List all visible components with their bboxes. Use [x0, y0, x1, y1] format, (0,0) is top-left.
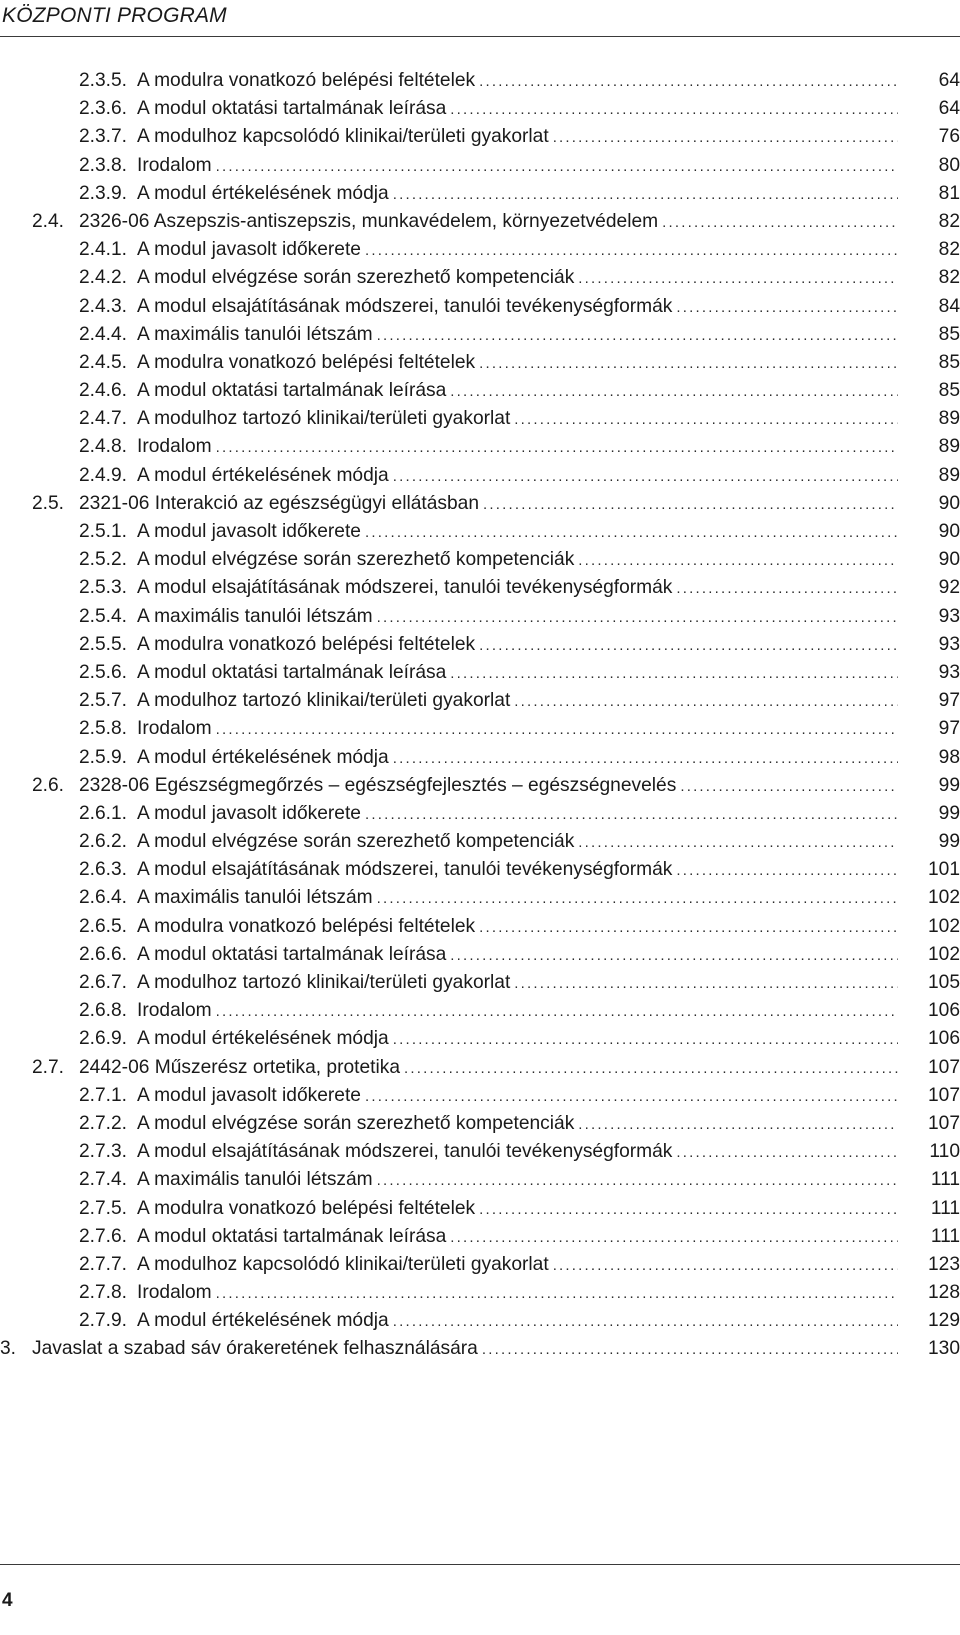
dot-leader — [676, 1139, 898, 1167]
dot-leader — [578, 547, 898, 575]
toc-entry-page: 64 — [938, 98, 960, 120]
toc-entry-line — [79, 1166, 912, 1195]
dot-leader — [662, 209, 898, 237]
dot-leader — [377, 1167, 898, 1195]
toc-entry-title: A modul elvégzése során szerezhető kompetenciák — [137, 267, 575, 289]
toc-entry[interactable] — [0, 941, 960, 969]
dot-leader — [216, 998, 898, 1026]
toc-entry-number: 2.4.4. — [79, 323, 128, 345]
toc-entry-number: 2.4.7. — [79, 408, 128, 430]
toc-entry-line — [79, 1110, 912, 1139]
toc-entry-title: 2328-06 Egészségmegőrzés – egészségfejlesztés – egészségnevelés — [79, 774, 677, 796]
toc-entry-number: 2.6. — [32, 774, 65, 796]
toc-entry-number: 2.6.3. — [79, 859, 128, 881]
toc-entry-title: A modulra vonatkozó belépési feltételek — [137, 1197, 476, 1219]
toc-entry-title: A modul elsajátításának módszerei, tanulói tevékenységformák — [137, 577, 673, 599]
dot-leader — [479, 350, 898, 378]
toc-entry-page: 93 — [938, 605, 960, 627]
toc-entry[interactable] — [0, 1166, 960, 1194]
dot-leader — [393, 463, 898, 491]
toc-entry-number: 2.5.7. — [79, 690, 128, 712]
toc-entry-number: 2.7.1. — [79, 1084, 128, 1106]
toc-entry-title: A modulra vonatkozó belépési feltételek — [137, 351, 476, 373]
toc-entry-line — [79, 518, 912, 547]
toc-entry-page: 84 — [938, 295, 960, 317]
toc-entry-number: 2.6.4. — [79, 887, 128, 909]
toc-entry-line — [79, 321, 912, 350]
toc-entry-line — [79, 1251, 912, 1280]
toc-entry-number: 2.7.6. — [79, 1225, 128, 1247]
toc-entry-line — [79, 969, 912, 998]
toc-entry-number: 3. — [0, 1338, 17, 1360]
toc-entry-line — [79, 123, 912, 152]
toc-entry-title: A modulra vonatkozó belépési feltételek — [137, 915, 476, 937]
toc-entry-title: A modulra vonatkozó belépési feltételek — [137, 70, 476, 91]
toc-entry-page: 98 — [938, 746, 960, 768]
toc-entry-line — [79, 236, 912, 265]
toc-entry[interactable] — [0, 1138, 960, 1166]
toc-entry-title: A maximális tanulói létszám — [137, 1169, 373, 1191]
toc-entry-number: 2.3.6. — [79, 98, 128, 120]
dot-leader — [393, 1026, 898, 1054]
toc-entry[interactable] — [0, 349, 960, 377]
dot-leader — [479, 1196, 898, 1224]
toc-entry-title: A modul elvégzése során szerezhető kompetenciák — [137, 549, 575, 571]
toc-entry-line — [79, 1138, 912, 1167]
toc-entry-title: A modul értékelésének módja — [137, 464, 389, 486]
toc-entry-title: 2326-06 Aszepszis-antiszepszis, munkavédelem, környezetvédelem — [79, 210, 659, 232]
toc-entry[interactable] — [0, 264, 960, 292]
dot-leader — [216, 716, 898, 744]
toc-entry[interactable] — [0, 1307, 960, 1335]
toc-entry[interactable] — [0, 772, 960, 800]
toc-entry[interactable] — [0, 67, 960, 95]
toc-entry-page: 123 — [927, 1253, 960, 1275]
toc-entry-title: A modul javasolt időkerete — [137, 1084, 361, 1106]
dot-leader — [450, 378, 898, 406]
toc-entry-title: A modul elsajátításának módszerei, tanulói tevékenységformák — [137, 1141, 673, 1163]
toc-entry-number: 2.5.3. — [79, 577, 128, 599]
toc-entry-line — [79, 828, 912, 857]
toc-entry[interactable] — [0, 236, 960, 264]
toc-entry-line — [32, 490, 912, 519]
toc-entry[interactable] — [0, 715, 960, 743]
toc-entry-line — [79, 800, 912, 829]
toc-entry-line — [79, 1223, 912, 1252]
toc-entry-page: 82 — [938, 239, 960, 261]
toc-entry-number: 2.3.5. — [79, 70, 128, 91]
toc-entry[interactable] — [0, 969, 960, 997]
dot-leader — [676, 857, 898, 885]
toc-entry-page: 89 — [938, 464, 960, 486]
toc-entry-title: A modulhoz kapcsolódó klinikai/területi gyakorlat — [137, 126, 549, 148]
toc-entry[interactable] — [0, 1195, 960, 1223]
toc-entry-page: 107 — [927, 1056, 960, 1078]
toc-entry[interactable] — [0, 603, 960, 631]
toc-entry-title: A maximális tanulói létszám — [137, 887, 373, 909]
toc-entry-number: 2.4.8. — [79, 436, 128, 458]
toc-entry[interactable] — [0, 884, 960, 912]
table-of-contents — [0, 67, 960, 1364]
toc-entry-page: 102 — [927, 915, 960, 937]
toc-entry[interactable] — [0, 913, 960, 941]
toc-entry-line — [79, 715, 912, 744]
toc-entry-page: 76 — [938, 126, 960, 148]
toc-entry-line — [79, 180, 912, 209]
toc-entry-page: 97 — [938, 690, 960, 712]
dot-leader — [578, 829, 898, 857]
toc-entry-line — [79, 293, 912, 322]
toc-entry[interactable] — [0, 659, 960, 687]
dot-leader — [676, 575, 898, 603]
toc-entry[interactable] — [0, 208, 960, 236]
toc-entry-title: Irodalom — [137, 436, 212, 458]
toc-entry-title: A modul értékelésének módja — [137, 182, 389, 204]
toc-entry[interactable] — [0, 293, 960, 321]
toc-entry-title: A modul értékelésének módja — [137, 1028, 389, 1050]
toc-entry-number: 2.6.6. — [79, 943, 128, 965]
toc-entry-number: 2.7.3. — [79, 1141, 128, 1163]
dot-leader — [365, 519, 898, 547]
toc-entry-title: A modulhoz kapcsolódó klinikai/területi gyakorlat — [137, 1253, 549, 1275]
running-header-title: KÖZPONTI PROGRAM — [2, 4, 227, 27]
toc-entry-page: 97 — [938, 718, 960, 740]
toc-entry-line — [79, 659, 912, 688]
toc-entry[interactable] — [0, 462, 960, 490]
toc-entry-title: A modul javasolt időkerete — [137, 802, 361, 824]
toc-entry[interactable] — [0, 433, 960, 461]
toc-entry-page: 128 — [927, 1282, 960, 1304]
toc-entry-page: 93 — [938, 633, 960, 655]
toc-entry-title: A modulhoz tartozó klinikai/területi gyakorlat — [137, 690, 511, 712]
toc-entry-number: 2.5.9. — [79, 746, 128, 768]
toc-entry-number: 2.7.8. — [79, 1282, 128, 1304]
toc-entry-number: 2.7.7. — [79, 1253, 128, 1275]
toc-entry-line — [79, 1195, 912, 1224]
toc-entry-title: A modul értékelésének módja — [137, 746, 389, 768]
dot-leader — [479, 914, 898, 942]
toc-entry-line — [79, 433, 912, 462]
toc-entry-line — [79, 744, 912, 773]
toc-entry-line — [79, 264, 912, 293]
toc-entry-page: 85 — [938, 380, 960, 402]
dot-leader — [216, 1280, 898, 1308]
toc-entry[interactable] — [0, 631, 960, 659]
toc-entry[interactable] — [0, 1251, 960, 1279]
toc-entry-number: 2.7.4. — [79, 1169, 128, 1191]
toc-entry-number: 2.6.8. — [79, 1000, 128, 1022]
toc-entry-page: 81 — [938, 182, 960, 204]
toc-entry-number: 2.6.1. — [79, 802, 128, 824]
toc-entry-number: 2.7.5. — [79, 1197, 128, 1219]
toc-entry-title: A modul oktatási tartalmának leírása — [137, 661, 447, 683]
dot-leader — [393, 745, 898, 773]
toc-entry-title: A modul javasolt időkerete — [137, 521, 361, 542]
toc-entry[interactable] — [0, 490, 960, 518]
toc-entry[interactable] — [0, 856, 960, 884]
toc-entry-title: A modulhoz tartozó klinikai/területi gyakorlat — [137, 972, 511, 993]
dot-leader — [514, 688, 898, 716]
toc-entry-number: 2.4.6. — [79, 380, 128, 402]
dot-leader — [216, 153, 898, 181]
dot-leader — [377, 322, 898, 350]
toc-entry[interactable] — [0, 687, 960, 715]
toc-entry[interactable] — [0, 1082, 960, 1110]
page-number: 4 — [2, 1590, 13, 1611]
toc-entry-page: 99 — [938, 774, 960, 796]
dot-leader — [514, 970, 898, 998]
toc-entry-title: A modul elvégzése során szerezhető kompetenciák — [137, 831, 575, 853]
toc-entry-line — [79, 1025, 912, 1054]
toc-entry-page: 101 — [927, 859, 960, 881]
dot-leader — [578, 1111, 898, 1139]
toc-entry[interactable] — [0, 1025, 960, 1053]
toc-entry-page: 111 — [930, 1169, 960, 1191]
toc-entry-number: 2.5.5. — [79, 633, 128, 655]
toc-entry-line — [79, 1082, 912, 1111]
toc-entry-title: A maximális tanulói létszám — [137, 323, 373, 345]
toc-entry-number: 2.5. — [32, 492, 65, 514]
toc-entry[interactable] — [0, 744, 960, 772]
toc-entry-page: 89 — [938, 408, 960, 430]
dot-leader — [553, 1252, 898, 1280]
toc-entry-number: 2.4.3. — [79, 295, 128, 317]
dot-leader — [377, 604, 898, 632]
dot-leader — [680, 773, 898, 801]
toc-entry[interactable] — [0, 321, 960, 349]
toc-entry-number: 2.3.8. — [79, 154, 128, 176]
toc-entry-number: 2.6.2. — [79, 831, 128, 853]
toc-entry-title: 2442-06 Műszerész ortetika, protetika — [79, 1056, 401, 1078]
toc-entry-title: Irodalom — [137, 1282, 212, 1304]
dot-leader — [377, 885, 898, 913]
toc-entry-page: 99 — [938, 831, 960, 853]
toc-entry-title: A modul javasolt időkerete — [137, 239, 361, 261]
toc-entry-number: 2.5.1. — [79, 521, 128, 542]
toc-entry-number: 2.4.9. — [79, 464, 128, 486]
toc-entry-line — [0, 1335, 912, 1364]
dot-leader — [479, 68, 898, 96]
toc-entry-line — [79, 152, 912, 181]
toc-entry-page: 111 — [930, 1197, 960, 1219]
toc-entry[interactable] — [0, 1223, 960, 1251]
toc-entry[interactable] — [0, 1054, 960, 1082]
toc-entry-title: A modul értékelésének módja — [137, 1310, 389, 1332]
toc-entry-line — [79, 1307, 912, 1336]
dot-leader — [393, 181, 898, 209]
toc-entry-number: 2.5.6. — [79, 661, 128, 683]
dot-leader — [365, 1083, 898, 1111]
toc-entry-title: A modul oktatási tartalmának leírása — [137, 380, 447, 402]
toc-entry-line — [79, 941, 912, 970]
toc-entry-number: 2.5.8. — [79, 718, 128, 740]
dot-leader — [365, 237, 898, 265]
toc-entry-page: 106 — [927, 1000, 960, 1022]
toc-entry[interactable] — [0, 800, 960, 828]
toc-entry-page: 99 — [938, 802, 960, 824]
toc-entry-number: 2.7.9. — [79, 1310, 128, 1332]
toc-entry-line — [79, 687, 912, 716]
dot-leader — [578, 265, 898, 293]
toc-entry-title: A modulra vonatkozó belépési feltételek — [137, 633, 476, 655]
toc-entry-page: 85 — [938, 323, 960, 345]
dot-leader — [393, 1308, 898, 1336]
toc-entry-line — [79, 574, 912, 603]
toc-entry[interactable] — [0, 546, 960, 574]
toc-entry-title: A modul oktatási tartalmának leírása — [137, 1225, 447, 1247]
toc-entry-line — [79, 349, 912, 378]
toc-entry-page: 82 — [938, 210, 960, 232]
toc-entry-number: 2.6.7. — [79, 972, 128, 993]
toc-entry[interactable] — [0, 95, 960, 123]
toc-entry-page: 82 — [938, 267, 960, 289]
toc-entry-line — [32, 208, 912, 237]
toc-entry[interactable] — [0, 1110, 960, 1138]
toc-entry-title: Irodalom — [137, 718, 212, 740]
toc-entry-title: A modul oktatási tartalmának leírása — [137, 943, 447, 965]
dot-leader — [450, 96, 898, 124]
dot-leader — [450, 942, 898, 970]
toc-entry-number: 2.7.2. — [79, 1112, 128, 1134]
toc-entry-number: 2.4.1. — [79, 239, 128, 261]
toc-entry-line — [79, 95, 912, 124]
toc-entry-number: 2.7. — [32, 1056, 65, 1078]
dot-leader — [404, 1055, 898, 1083]
toc-entry-page: 89 — [938, 436, 960, 458]
toc-entry[interactable] — [0, 405, 960, 433]
toc-entry-page: 107 — [927, 1084, 960, 1106]
toc-entry-page: 130 — [927, 1338, 960, 1360]
toc-entry-page: 90 — [938, 492, 960, 514]
toc-entry-title: A modul oktatási tartalmának leírása — [137, 98, 447, 120]
dot-leader — [450, 660, 898, 688]
toc-entry-number: 2.5.4. — [79, 605, 128, 627]
toc-entry-line — [79, 913, 912, 942]
toc-entry-number: 2.6.9. — [79, 1028, 128, 1050]
running-header — [0, 0, 960, 37]
toc-entry-page: 111 — [930, 1225, 960, 1247]
toc-entry-line — [32, 772, 912, 801]
toc-entry-page: 90 — [938, 521, 960, 542]
toc-entry-page: 92 — [938, 577, 960, 599]
dot-leader — [450, 1224, 898, 1252]
toc-entry-line — [79, 631, 912, 660]
toc-entry-page: 110 — [929, 1141, 960, 1163]
toc-entry-title: Javaslat a szabad sáv órakeretének felhasználására — [32, 1338, 478, 1360]
dot-leader — [483, 491, 898, 519]
toc-entry-line — [79, 462, 912, 491]
toc-entry-title: A maximális tanulói létszám — [137, 605, 373, 627]
toc-entry-line — [79, 377, 912, 406]
dot-leader — [365, 801, 898, 829]
dot-leader — [514, 406, 898, 434]
toc-entry-page: 93 — [938, 661, 960, 683]
toc-entry-number: 2.4.2. — [79, 267, 128, 289]
toc-entry-line — [32, 1054, 912, 1083]
toc-entry-line — [79, 1279, 912, 1308]
dot-leader — [216, 434, 898, 462]
dot-leader — [482, 1336, 898, 1364]
toc-entry-page: 102 — [927, 943, 960, 965]
toc-entry[interactable] — [0, 123, 960, 151]
footer-rule — [0, 1564, 960, 1565]
toc-entry-page: 106 — [927, 1028, 960, 1050]
toc-entry-line — [79, 67, 912, 96]
toc-entry-number: 2.5.2. — [79, 549, 128, 571]
toc-entry[interactable] — [0, 152, 960, 180]
dot-leader — [553, 124, 898, 152]
toc-entry-line — [79, 603, 912, 632]
toc-entry-title: A modul elsajátításának módszerei, tanulói tevékenységformák — [137, 295, 673, 317]
dot-leader — [479, 632, 898, 660]
toc-entry[interactable] — [0, 180, 960, 208]
toc-entry-number: 2.3.9. — [79, 182, 128, 204]
toc-entry-line — [79, 997, 912, 1026]
toc-entry-line — [79, 546, 912, 575]
toc-entry-page: 105 — [927, 972, 960, 993]
toc-entry-number: 2.6.5. — [79, 915, 128, 937]
toc-entry[interactable] — [0, 997, 960, 1025]
toc-entry-number: 2.4.5. — [79, 351, 128, 373]
toc-entry-title: Irodalom — [137, 154, 212, 176]
toc-entry-page: 102 — [927, 887, 960, 909]
toc-entry-title: A modul elvégzése során szerezhető kompetenciák — [137, 1112, 575, 1134]
toc-entry-page: 90 — [938, 549, 960, 571]
toc-entry-number: 2.4. — [32, 210, 65, 232]
toc-entry[interactable] — [0, 574, 960, 602]
toc-entry-title: Irodalom — [137, 1000, 212, 1022]
toc-entry-title: A modul elsajátításának módszerei, tanulói tevékenységformák — [137, 859, 673, 881]
toc-entry-title: A modulhoz tartozó klinikai/területi gyakorlat — [137, 408, 511, 430]
toc-entry[interactable] — [0, 518, 960, 546]
toc-entry-page: 64 — [938, 70, 960, 91]
toc-entry[interactable] — [0, 828, 960, 856]
toc-entry-page: 80 — [938, 154, 960, 176]
toc-entry[interactable] — [0, 1335, 960, 1363]
toc-entry-line — [79, 884, 912, 913]
toc-entry-line — [79, 856, 912, 885]
toc-entry-page: 85 — [938, 351, 960, 373]
dot-leader — [676, 294, 898, 322]
toc-entry[interactable] — [0, 1279, 960, 1307]
toc-entry-number: 2.3.7. — [79, 126, 128, 148]
toc-entry[interactable] — [0, 377, 960, 405]
toc-entry-line — [79, 405, 912, 434]
toc-entry-title: 2321-06 Interakció az egészségügyi ellátásban — [79, 492, 480, 514]
toc-entry-page: 129 — [927, 1310, 960, 1332]
toc-entry-page: 107 — [927, 1112, 960, 1134]
